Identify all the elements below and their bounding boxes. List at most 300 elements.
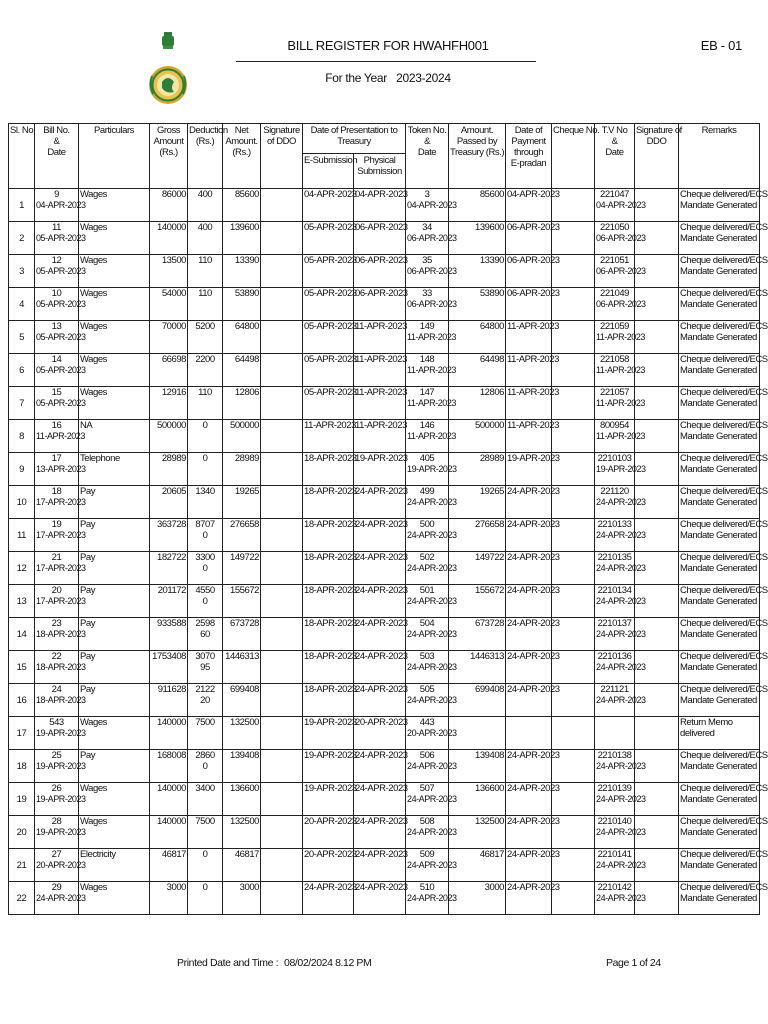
cell-token: 149 11-APR-2023: [406, 321, 449, 354]
cell-amount-passed: 155672: [449, 585, 506, 618]
cell-physical-submission: 24-APR-2023: [354, 783, 406, 816]
cell-sl-no: 7: [9, 387, 35, 420]
report-subtitle: [240, 71, 536, 85]
cell-deduction: 5200: [188, 321, 223, 354]
cell-particulars: Electricity: [79, 849, 150, 882]
cell-net-amount: 3000: [223, 882, 261, 915]
cell-bill: 20 17-APR-2023: [35, 585, 79, 618]
cell-remarks: Cheque delivered/ECS Mandate Generated: [679, 288, 760, 321]
cell-particulars: Pay: [79, 519, 150, 552]
cell-amount-passed: 500000: [449, 420, 506, 453]
cell-gross-amount: 28989: [150, 453, 188, 486]
cell-remarks: Cheque delivered/ECS Mandate Generated: [679, 552, 760, 585]
cell-tv: 221049 06-APR-2023: [595, 288, 635, 321]
cell-remarks: Cheque delivered/ECS Mandate Generated: [679, 321, 760, 354]
cell-net-amount: 53890: [223, 288, 261, 321]
col-signature-ddo: Signature of DDO: [261, 124, 303, 189]
cell-physical-submission: 24-APR-2023: [354, 552, 406, 585]
cell-sl-no: 17: [9, 717, 35, 750]
cell-sl-no: 18: [9, 750, 35, 783]
table-row: [9, 486, 760, 519]
cell-token: 3 04-APR-2023: [406, 189, 449, 222]
cell-amount-passed: 3000: [449, 882, 506, 915]
cell-amount-passed: 64800: [449, 321, 506, 354]
cell-e-submission: 20-APR-2023: [303, 849, 354, 882]
cell-deduction: 8707 0: [188, 519, 223, 552]
cell-bill: 543 19-APR-2023: [35, 717, 79, 750]
cell-bill: 13 05-APR-2023: [35, 321, 79, 354]
cell-net-amount: 46817: [223, 849, 261, 882]
cell-bill: 19 17-APR-2023: [35, 519, 79, 552]
table-row: [9, 288, 760, 321]
cell-physical-submission: 04-APR-2023: [354, 189, 406, 222]
cell-net-amount: 132500: [223, 816, 261, 849]
col-amount-passed: Amount. Passed by Treasury (Rs.): [449, 124, 506, 189]
cell-bill: 29 24-APR-2023: [35, 882, 79, 915]
cell-e-submission: 11-APR-2023: [303, 420, 354, 453]
cell-e-submission: 18-APR-2023: [303, 651, 354, 684]
cell-date-payment: 24-APR-2023: [506, 750, 552, 783]
page-number: Page 1 of 24: [606, 957, 661, 969]
col-signature-ddo-2: Signature of DDO: [635, 124, 679, 189]
cell-signature-ddo: [261, 585, 303, 618]
cell-particulars: Pay: [79, 684, 150, 717]
cell-remarks: Cheque delivered/ECS Mandate Generated: [679, 816, 760, 849]
cell-gross-amount: 140000: [150, 222, 188, 255]
cell-signature-ddo: [261, 651, 303, 684]
cell-net-amount: 155672: [223, 585, 261, 618]
cell-token: 405 19-APR-2023: [406, 453, 449, 486]
cell-date-payment: 11-APR-2023: [506, 321, 552, 354]
cell-date-payment: 19-APR-2023: [506, 453, 552, 486]
cell-bill: 17 13-APR-2023: [35, 453, 79, 486]
table-header: [9, 124, 760, 189]
cell-particulars: Wages: [79, 321, 150, 354]
cell-deduction: 7500: [188, 816, 223, 849]
cell-token: 505 24-APR-2023: [406, 684, 449, 717]
cell-gross-amount: 12916: [150, 387, 188, 420]
cell-sl-no: 3: [9, 255, 35, 288]
cell-particulars: Wages: [79, 255, 150, 288]
cell-token: 507 24-APR-2023: [406, 783, 449, 816]
cell-token: 147 11-APR-2023: [406, 387, 449, 420]
cell-token: 35 06-APR-2023: [406, 255, 449, 288]
col-cheque-no: Cheque No.: [552, 124, 595, 189]
cell-tv: 221047 04-APR-2023: [595, 189, 635, 222]
cell-deduction: 3300 0: [188, 552, 223, 585]
cell-physical-submission: 11-APR-2023: [354, 354, 406, 387]
cell-amount-passed: 132500: [449, 816, 506, 849]
col-sl-no: Sl. No: [9, 124, 35, 189]
cell-particulars: Pay: [79, 618, 150, 651]
cell-physical-submission: 24-APR-2023: [354, 882, 406, 915]
cell-sl-no: 21: [9, 849, 35, 882]
cell-net-amount: 13390: [223, 255, 261, 288]
col-gross-amount: Gross Amount (Rs.): [150, 124, 188, 189]
cell-tv: 2210137 24-APR-2023: [595, 618, 635, 651]
cell-net-amount: 699408: [223, 684, 261, 717]
cell-tv: 221051 06-APR-2023: [595, 255, 635, 288]
cell-remarks: Return Memo delivered: [679, 717, 760, 750]
cell-sl-no: 6: [9, 354, 35, 387]
table-row: [9, 849, 760, 882]
cell-net-amount: 12806: [223, 387, 261, 420]
cell-date-payment: 04-APR-2023: [506, 189, 552, 222]
cell-sl-no: 4: [9, 288, 35, 321]
printed-label: Printed Date and Time :: [177, 957, 279, 969]
cell-date-payment: 24-APR-2023: [506, 882, 552, 915]
cell-e-submission: 05-APR-2023: [303, 255, 354, 288]
cell-deduction: 0: [188, 420, 223, 453]
state-emblem-icon: [148, 30, 188, 116]
cell-net-amount: 85600: [223, 189, 261, 222]
cell-tv: 800954 11-APR-2023: [595, 420, 635, 453]
cell-amount-passed: 53890: [449, 288, 506, 321]
cell-token: 499 24-APR-2023: [406, 486, 449, 519]
cell-amount-passed: [449, 717, 506, 750]
cell-gross-amount: 3000: [150, 882, 188, 915]
cell-gross-amount: 933588: [150, 618, 188, 651]
cell-gross-amount: 66698: [150, 354, 188, 387]
cell-physical-submission: 24-APR-2023: [354, 486, 406, 519]
cell-signature-ddo: [261, 519, 303, 552]
cell-token: 504 24-APR-2023: [406, 618, 449, 651]
cell-token: 33 06-APR-2023: [406, 288, 449, 321]
cell-gross-amount: 1753408: [150, 651, 188, 684]
cell-sl-no: 9: [9, 453, 35, 486]
cell-token: 148 11-APR-2023: [406, 354, 449, 387]
cell-tv: 2210138 24-APR-2023: [595, 750, 635, 783]
cell-net-amount: 132500: [223, 717, 261, 750]
cell-e-submission: 04-APR-2023: [303, 189, 354, 222]
year-label: For the Year: [325, 71, 387, 85]
cell-e-submission: 18-APR-2023: [303, 684, 354, 717]
cell-gross-amount: 911628: [150, 684, 188, 717]
cell-sl-no: 1: [9, 189, 35, 222]
cell-particulars: Wages: [79, 222, 150, 255]
cell-date-payment: 24-APR-2023: [506, 816, 552, 849]
cell-gross-amount: 20605: [150, 486, 188, 519]
cell-bill: 27 20-APR-2023: [35, 849, 79, 882]
cell-tv: 221050 06-APR-2023: [595, 222, 635, 255]
cell-date-payment: 24-APR-2023: [506, 684, 552, 717]
cell-date-payment: 06-APR-2023: [506, 222, 552, 255]
col-date-presentation: Date of Presentation to Treasury: [303, 124, 406, 154]
col-physical-submission: Physical Submission: [354, 154, 406, 189]
cell-particulars: Telephone: [79, 453, 150, 486]
cell-tv: 2210139 24-APR-2023: [595, 783, 635, 816]
cell-e-submission: 18-APR-2023: [303, 519, 354, 552]
cell-date-payment: 24-APR-2023: [506, 783, 552, 816]
cell-physical-submission: 24-APR-2023: [354, 651, 406, 684]
printed-datetime: 08/02/2024 8.12 PM: [284, 957, 372, 969]
cell-particulars: Wages: [79, 354, 150, 387]
cell-particulars: Wages: [79, 717, 150, 750]
cell-token: 509 24-APR-2023: [406, 849, 449, 882]
cell-remarks: Cheque delivered/ECS Mandate Generated: [679, 255, 760, 288]
cell-gross-amount: 500000: [150, 420, 188, 453]
cell-date-payment: 06-APR-2023: [506, 288, 552, 321]
cell-tv: 2210136 24-APR-2023: [595, 651, 635, 684]
cell-deduction: 4550 0: [188, 585, 223, 618]
table-row: [9, 321, 760, 354]
cell-tv: [595, 717, 635, 750]
cell-deduction: 2122 20: [188, 684, 223, 717]
cell-e-submission: 19-APR-2023: [303, 750, 354, 783]
cell-deduction: 0: [188, 453, 223, 486]
cell-token: 510 24-APR-2023: [406, 882, 449, 915]
cell-date-payment: 06-APR-2023: [506, 255, 552, 288]
cell-cheque-no: [552, 717, 595, 750]
cell-gross-amount: 182722: [150, 552, 188, 585]
table-row: [9, 882, 760, 915]
cell-net-amount: 276658: [223, 519, 261, 552]
table-row: [9, 618, 760, 651]
cell-tv: 221058 11-APR-2023: [595, 354, 635, 387]
cell-signature-ddo: [261, 684, 303, 717]
cell-amount-passed: 136600: [449, 783, 506, 816]
col-token-no: Token No. & Date: [406, 124, 449, 189]
cell-e-submission: 18-APR-2023: [303, 453, 354, 486]
cell-physical-submission: 06-APR-2023: [354, 255, 406, 288]
cell-signature-ddo: [261, 717, 303, 750]
cell-signature-ddo: [261, 783, 303, 816]
cell-remarks: Cheque delivered/ECS Mandate Generated: [679, 585, 760, 618]
col-deduction: Deduction (Rs.): [188, 124, 223, 189]
cell-e-submission: 05-APR-2023: [303, 354, 354, 387]
cell-remarks: Cheque delivered/ECS Mandate Generated: [679, 651, 760, 684]
table-row: [9, 420, 760, 453]
cell-remarks: Cheque delivered/ECS Mandate Generated: [679, 453, 760, 486]
cell-gross-amount: 140000: [150, 783, 188, 816]
cell-remarks: Cheque delivered/ECS Mandate Generated: [679, 684, 760, 717]
cell-particulars: Wages: [79, 882, 150, 915]
cell-deduction: 2598 60: [188, 618, 223, 651]
cell-date-payment: 11-APR-2023: [506, 420, 552, 453]
cell-e-submission: 05-APR-2023: [303, 222, 354, 255]
cell-date-payment: 24-APR-2023: [506, 651, 552, 684]
cell-tv: 2210134 24-APR-2023: [595, 585, 635, 618]
cell-physical-submission: 24-APR-2023: [354, 585, 406, 618]
cell-e-submission: 05-APR-2023: [303, 288, 354, 321]
cell-physical-submission: 24-APR-2023: [354, 684, 406, 717]
cell-gross-amount: 140000: [150, 816, 188, 849]
cell-amount-passed: 149722: [449, 552, 506, 585]
cell-net-amount: 28989: [223, 453, 261, 486]
cell-remarks: Cheque delivered/ECS Mandate Generated: [679, 519, 760, 552]
cell-e-submission: 18-APR-2023: [303, 618, 354, 651]
cell-net-amount: 149722: [223, 552, 261, 585]
cell-date-payment: 11-APR-2023: [506, 354, 552, 387]
cell-remarks: Cheque delivered/ECS Mandate Generated: [679, 750, 760, 783]
cell-gross-amount: 46817: [150, 849, 188, 882]
cell-date-payment: [506, 717, 552, 750]
cell-particulars: Wages: [79, 816, 150, 849]
cell-deduction: 2200: [188, 354, 223, 387]
cell-gross-amount: 54000: [150, 288, 188, 321]
table-body: [9, 189, 768, 915]
cell-amount-passed: 46817: [449, 849, 506, 882]
cell-physical-submission: 06-APR-2023: [354, 288, 406, 321]
col-particulars: Particulars: [79, 124, 150, 189]
cell-physical-submission: 20-APR-2023: [354, 717, 406, 750]
cell-sl-no: 16: [9, 684, 35, 717]
cell-bill: 10 05-APR-2023: [35, 288, 79, 321]
cell-sl-no: 19: [9, 783, 35, 816]
cell-signature-ddo: [261, 387, 303, 420]
table-row: [9, 222, 760, 255]
cell-bill: 11 05-APR-2023: [35, 222, 79, 255]
table-row: [9, 651, 760, 684]
cell-remarks: Cheque delivered/ECS Mandate Generated: [679, 189, 760, 222]
cell-tv: 2210133 24-APR-2023: [595, 519, 635, 552]
cell-signature-ddo: [261, 288, 303, 321]
cell-bill: 25 19-APR-2023: [35, 750, 79, 783]
cell-sl-no: 13: [9, 585, 35, 618]
cell-bill: 9 04-APR-2023: [35, 189, 79, 222]
cell-tv: 2210135 24-APR-2023: [595, 552, 635, 585]
cell-signature-ddo-2: [635, 717, 679, 750]
cell-physical-submission: 24-APR-2023: [354, 750, 406, 783]
cell-net-amount: 1446313: [223, 651, 261, 684]
cell-deduction: 400: [188, 222, 223, 255]
cell-tv: 2210141 24-APR-2023: [595, 849, 635, 882]
cell-remarks: Cheque delivered/ECS Mandate Generated: [679, 222, 760, 255]
cell-sl-no: 20: [9, 816, 35, 849]
cell-particulars: Pay: [79, 750, 150, 783]
cell-bill: 26 19-APR-2023: [35, 783, 79, 816]
cell-date-payment: 24-APR-2023: [506, 849, 552, 882]
financial-year: 2023-2024: [396, 71, 451, 85]
cell-deduction: 3070 95: [188, 651, 223, 684]
cell-signature-ddo: [261, 486, 303, 519]
cell-amount-passed: 673728: [449, 618, 506, 651]
cell-deduction: 0: [188, 882, 223, 915]
cell-physical-submission: 06-APR-2023: [354, 222, 406, 255]
cell-amount-passed: 13390: [449, 255, 506, 288]
cell-gross-amount: 201172: [150, 585, 188, 618]
col-remarks: Remarks: [679, 124, 760, 189]
cell-net-amount: 64498: [223, 354, 261, 387]
table-row: [9, 684, 760, 717]
cell-tv: 2210142 24-APR-2023: [595, 882, 635, 915]
cell-bill: 24 18-APR-2023: [35, 684, 79, 717]
cell-particulars: Wages: [79, 387, 150, 420]
col-bill-no: Bill No. & Date: [35, 124, 79, 189]
cell-amount-passed: 28989: [449, 453, 506, 486]
cell-e-submission: 18-APR-2023: [303, 585, 354, 618]
cell-token: 501 24-APR-2023: [406, 585, 449, 618]
cell-bill: 28 19-APR-2023: [35, 816, 79, 849]
cell-sl-no: 12: [9, 552, 35, 585]
cell-amount-passed: 12806: [449, 387, 506, 420]
cell-particulars: Pay: [79, 486, 150, 519]
cell-amount-passed: 276658: [449, 519, 506, 552]
cell-token: 34 06-APR-2023: [406, 222, 449, 255]
cell-remarks: Cheque delivered/ECS Mandate Generated: [679, 420, 760, 453]
table-row: [9, 387, 760, 420]
cell-e-submission: 05-APR-2023: [303, 387, 354, 420]
cell-sl-no: 15: [9, 651, 35, 684]
col-e-submission: E-Submission: [303, 154, 354, 189]
cell-deduction: 110: [188, 387, 223, 420]
col-net-amount: Net Amount. (Rs.): [223, 124, 261, 189]
cell-physical-submission: 24-APR-2023: [354, 618, 406, 651]
cell-tv: 2210140 24-APR-2023: [595, 816, 635, 849]
cell-e-submission: 24-APR-2023: [303, 882, 354, 915]
cell-gross-amount: 86000: [150, 189, 188, 222]
bill-register-table: [8, 123, 768, 915]
cell-particulars: Wages: [79, 189, 150, 222]
cell-signature-ddo: [261, 189, 303, 222]
cell-deduction: 3400: [188, 783, 223, 816]
cell-date-payment: 11-APR-2023: [506, 387, 552, 420]
cell-deduction: 110: [188, 288, 223, 321]
report-title: BILL REGISTER FOR HWAHFH001: [287, 38, 489, 53]
cell-net-amount: 673728: [223, 618, 261, 651]
table-row: [9, 717, 760, 750]
cell-remarks: Cheque delivered/ECS Mandate Generated: [679, 486, 760, 519]
cell-amount-passed: 139600: [449, 222, 506, 255]
cell-gross-amount: 140000: [150, 717, 188, 750]
cell-signature-ddo: [261, 321, 303, 354]
cell-tv: 221059 11-APR-2023: [595, 321, 635, 354]
cell-sl-no: 11: [9, 519, 35, 552]
cell-date-payment: 24-APR-2023: [506, 486, 552, 519]
cell-physical-submission: 24-APR-2023: [354, 519, 406, 552]
cell-signature-ddo: [261, 222, 303, 255]
cell-token: 500 24-APR-2023: [406, 519, 449, 552]
cell-amount-passed: 1446313: [449, 651, 506, 684]
table-row: [9, 189, 760, 222]
cell-particulars: Pay: [79, 585, 150, 618]
cell-deduction: 2860 0: [188, 750, 223, 783]
cell-amount-passed: 64498: [449, 354, 506, 387]
cell-bill: 21 17-APR-2023: [35, 552, 79, 585]
cell-particulars: Pay: [79, 651, 150, 684]
cell-signature-ddo: [261, 882, 303, 915]
cell-remarks: Cheque delivered/ECS Mandate Generated: [679, 882, 760, 915]
table-row: [9, 585, 760, 618]
table-row: [9, 816, 760, 849]
cell-token: 443 20-APR-2023: [406, 717, 449, 750]
cell-bill: 22 18-APR-2023: [35, 651, 79, 684]
cell-signature-ddo: [261, 816, 303, 849]
table-row: [9, 354, 760, 387]
cell-sl-no: 14: [9, 618, 35, 651]
cell-e-submission: 18-APR-2023: [303, 486, 354, 519]
cell-signature-ddo: [261, 420, 303, 453]
cell-token: 502 24-APR-2023: [406, 552, 449, 585]
cell-e-submission: 20-APR-2023: [303, 816, 354, 849]
cell-particulars: Pay: [79, 552, 150, 585]
cell-signature-ddo: [261, 453, 303, 486]
cell-token: 508 24-APR-2023: [406, 816, 449, 849]
cell-sl-no: 22: [9, 882, 35, 915]
cell-sl-no: 10: [9, 486, 35, 519]
cell-signature-ddo: [261, 255, 303, 288]
cell-remarks: Cheque delivered/ECS Mandate Generated: [679, 618, 760, 651]
cell-bill: 12 05-APR-2023: [35, 255, 79, 288]
cell-net-amount: 136600: [223, 783, 261, 816]
cell-sl-no: 5: [9, 321, 35, 354]
table-row: [9, 453, 760, 486]
cell-signature-ddo: [261, 552, 303, 585]
cell-remarks: Cheque delivered/ECS Mandate Generated: [679, 354, 760, 387]
cell-gross-amount: 13500: [150, 255, 188, 288]
title-underline: [236, 61, 536, 62]
col-date-payment: Date of Payment through E-pradan: [506, 124, 552, 189]
